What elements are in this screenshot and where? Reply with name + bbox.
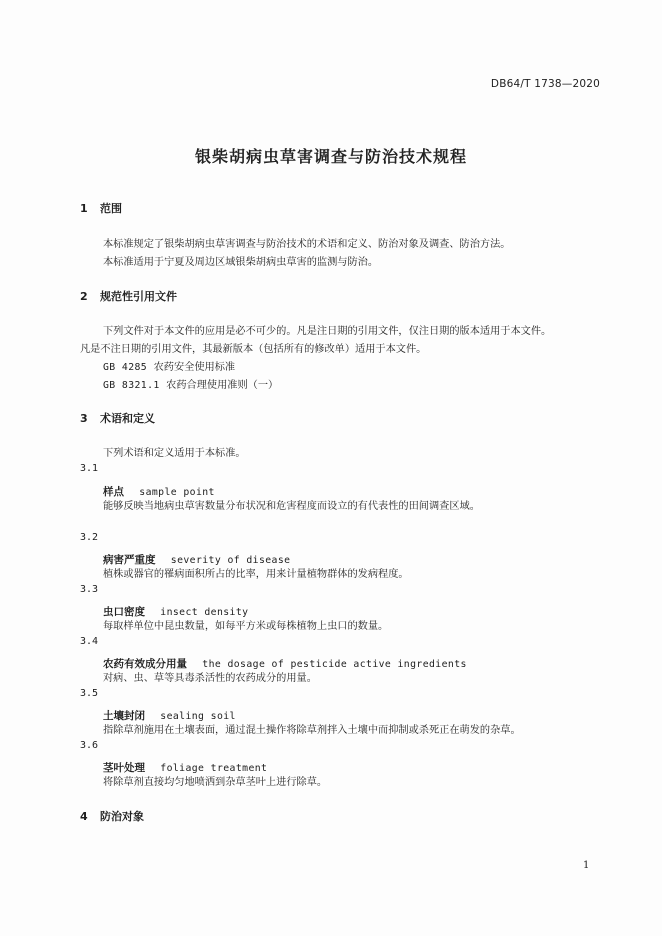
normative-reference xyxy=(103,358,235,373)
reference-title: 农药合理使用准则（一） xyxy=(166,380,279,391)
document-title: 银柴胡病虫草害调查与防治技术规程 xyxy=(194,147,467,166)
term-chinese: 样点 xyxy=(103,486,124,498)
term-definition: 能够反映当地病虫草害数量分布状况和危害程度而设立的有代表性的田间调查区域。 xyxy=(103,501,480,512)
term-english: sample point xyxy=(139,487,215,498)
paragraph: 下列术语和定义适用于本标准。 xyxy=(103,448,246,459)
reference-code: GB 8321.1 xyxy=(103,380,160,391)
section-number: 2 xyxy=(80,290,88,303)
section-title: 范围 xyxy=(100,202,122,215)
paragraph-line: 下列文件对于本文件的应用是必不可少的。凡是注日期的引用文件，仅注日期的版本适用于本文件。 xyxy=(103,326,552,337)
section-heading-4 xyxy=(80,808,144,824)
term-definition: 对病、虫、草等具毒杀活性的农药成分的用量。 xyxy=(103,673,317,684)
section-title: 防治对象 xyxy=(100,810,144,823)
paragraph: 本标准规定了银柴胡病虫草害调查与防治技术的术语和定义、防治对象及调查、防治方法。 xyxy=(103,239,511,250)
term-number: 3.1 xyxy=(80,463,99,474)
term-number: 3.4 xyxy=(80,636,99,647)
term-number: 3.2 xyxy=(80,532,99,543)
term-definition: 指除草剂施用在土壤表面，通过混土操作将除草剂拌入土壤中而抑制或杀死正在萌发的杂草。 xyxy=(103,725,521,736)
term-chinese: 病害严重度 xyxy=(103,554,156,566)
paragraph: 本标准适用于宁夏及周边区域银柴胡病虫草害的监测与防治。 xyxy=(103,257,379,268)
term-chinese: 土壤封闭 xyxy=(103,710,145,722)
term-english: sealing soil xyxy=(160,711,236,722)
term-chinese: 茎叶处理 xyxy=(103,762,145,774)
term-definition: 将除草剂直接均匀地喷洒到杂草茎叶上进行除草。 xyxy=(103,777,328,788)
normative-reference xyxy=(103,376,278,391)
section-heading-1 xyxy=(80,200,122,216)
section-heading-3 xyxy=(80,410,155,426)
term-number: 3.3 xyxy=(80,584,99,595)
term-chinese: 虫口密度 xyxy=(103,606,145,618)
section-title: 术语和定义 xyxy=(100,412,155,425)
document-number: DB64/T 1738—2020 xyxy=(490,78,600,90)
section-number: 3 xyxy=(80,412,88,425)
term-english: severity of disease xyxy=(170,555,291,566)
section-number: 4 xyxy=(80,810,88,823)
term-english: the dosage of pesticide active ingredients xyxy=(202,659,467,670)
term-definition: 植株或器官的罹病面积所占的比率，用来计量植物群体的发病程度。 xyxy=(103,569,409,580)
section-heading-2 xyxy=(80,288,177,304)
term-english: foliage treatment xyxy=(160,763,268,774)
reference-title: 农药安全使用标准 xyxy=(153,362,236,373)
term-number: 3.6 xyxy=(80,740,99,751)
term-english: insect density xyxy=(160,607,249,618)
term-number: 3.5 xyxy=(80,688,99,699)
reference-code: GB 4285 xyxy=(103,362,148,373)
section-number: 1 xyxy=(80,202,88,215)
term-chinese: 农药有效成分用量 xyxy=(103,658,187,670)
paragraph-line: 凡是不注日期的引用文件，其最新版本（包括所有的修改单）适用于本文件。 xyxy=(80,344,427,355)
page-number: 1 xyxy=(583,860,590,871)
term-definition: 每取样单位中昆虫数量，如每平方米或每株植物上虫口的数量。 xyxy=(103,621,389,632)
section-title: 规范性引用文件 xyxy=(100,290,177,303)
